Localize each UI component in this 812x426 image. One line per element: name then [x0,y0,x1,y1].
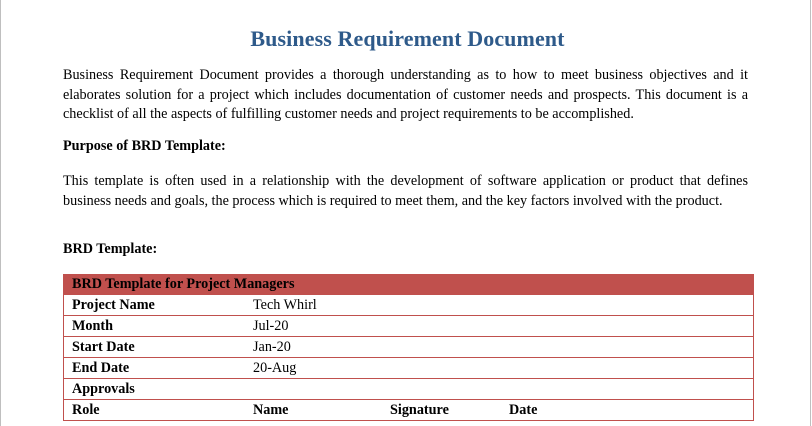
intro-paragraph: Business Requirement Document provides a thorough understanding as to how to meet business objectives and it elaborates solution for a project which includes documentation of customer needs and prospects. This document is a checklist of all the aspects of fulfilling customer needs and project requirements to be accomplished. [63,67,748,123]
row-label: Project Name [72,297,155,313]
document-title: Business Requirement Document [250,26,565,51]
template-heading: BRD Template: [63,241,158,257]
row-label: Start Date [72,339,135,355]
row-label: Approvals [72,381,135,397]
row-value: Jul-20 [253,318,289,334]
table-column-headers [64,400,753,421]
row-label: End Date [72,360,130,376]
table-row [64,295,753,316]
signature-column-header: Signature [390,402,449,418]
page-left-edge [0,0,1,426]
row-value: Tech Whirl [253,297,317,313]
purpose-paragraph: This template is often used in a relationship with the development of software application or product that defines business needs and goals, the process which is required to meet them, and the key factors involved with the product. [63,173,748,209]
name-column-header: Name [253,402,289,418]
brd-table-header: BRD Template for Project Managers [64,274,753,295]
table-row [64,379,753,400]
table-row [64,358,753,379]
row-value: 20-Aug [253,360,297,376]
row-value: Jan-20 [253,339,291,355]
row-label: Month [72,318,113,334]
page-right-edge [810,0,811,426]
table-row [64,316,753,337]
brd-table [63,274,754,421]
table-row [64,337,753,358]
role-column-header: Role [72,402,100,418]
purpose-heading: Purpose of BRD Template: [63,138,226,154]
date-column-header: Date [509,402,538,418]
